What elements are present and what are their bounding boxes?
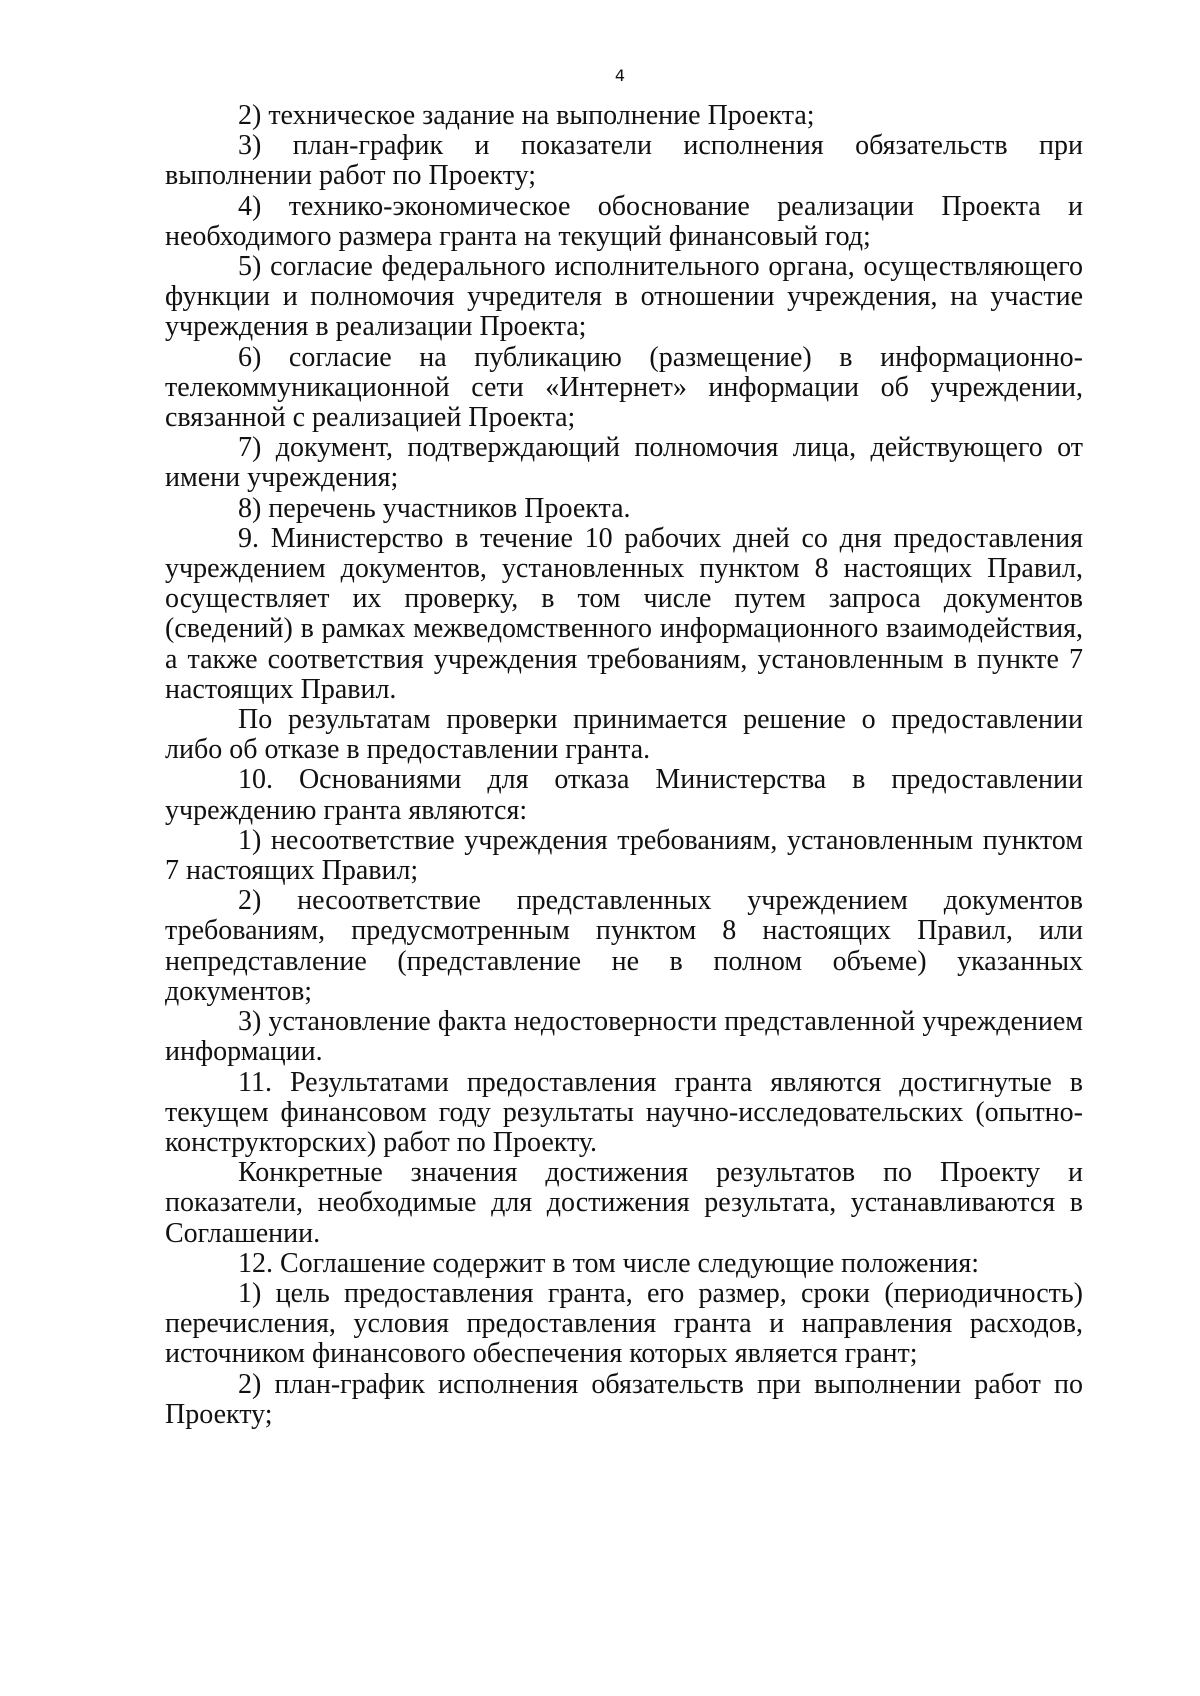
paragraph-clause-9-decision: По результатам проверки принимается решение о предоставлении либо об отказе в предоставлении гранта. (165, 704, 1083, 766)
paragraph-clause-9: 9. Министерство в течение 10 рабочих дней со дня предоставления учреждением документов, установленных пунктом 8 настоящих Правил, осуществляет их проверку, в том числе путем запроса документов (сведений) в рамках межведомственного информационного взаимодействия, а также соответствия учреждения требованиям, установленным в пункте 7 настоящих Правил. (165, 522, 1083, 705)
paragraph-item-7-authority-document: 7) документ, подтверждающий полномочия лица, действующего от имени учреждения; (165, 432, 1083, 494)
paragraph-item-5-founder-consent: 5) согласие федерального исполнительного органа, осуществляющего функции и полномочия учредителя в отношении учреждения, на участие учреждения в реализации Проекта; (165, 251, 1083, 343)
page-number: 4 (614, 66, 626, 85)
paragraph-clause-10-item-3: 3) установление факта недостоверности представленной учреждением информации. (165, 1006, 1083, 1068)
paragraph-item-8-participants-list: 8) перечень участников Проекта. (238, 492, 631, 524)
paragraph-clause-11-values: Конкретные значения достижения результатов по Проекту и показатели, необходимые для достижения результата, устанавливаются в Соглашении. (165, 1157, 1083, 1249)
paragraph-clause-11: 11. Результатами предоставления гранта являются достигнутые в текущем финансовом году результаты научно-исследовательских (опытно-конструкторских) работ по Проекту. (165, 1066, 1083, 1158)
paragraph-clause-12-item-1: 1) цель предоставления гранта, его размер, сроки (периодичность) перечисления, условия предоставления гранта и направления расходов, источником финансового обеспечения которых является грант; (165, 1277, 1083, 1370)
paragraph-clause-12-item-2: 2) план-график исполнения обязательств при выполнении работ по Проекту; (165, 1368, 1083, 1430)
paragraph-item-4-feasibility-study: 4) технико-экономическое обоснование реализации Проекта и необходимого размера гранта на текущий финансовый год; (165, 190, 1083, 252)
paragraph-clause-10-item-2: 2) несоответствие представленных учреждением документов требованиям, предусмотренным пунктом 8 настоящих Правил, или непредставление (представление не в полном объеме) указанных документов; (165, 885, 1083, 1007)
paragraph-item-2-technical-task: 2) техническое задание на выполнение Проекта; (238, 100, 815, 131)
paragraph-item-6-publication-consent: 6) согласие на публикацию (размещение) в информационно-телекоммуникационной сети «Интернет» информации об учреждении, связанной с реализацией Проекта; (165, 341, 1083, 434)
paragraph-item-3-schedule: 3) план-график и показатели исполнения обязательств при выполнении работ по Проекту; (165, 130, 1083, 192)
paragraph-clause-10: 10. Основаниями для отказа Министерства в предоставлении учреждению гранта являются: (165, 764, 1083, 826)
paragraph-clause-12: 12. Соглашение содержит в том числе следующие положения: (238, 1247, 980, 1279)
document-body (165, 101, 1083, 1430)
paragraph-clause-10-item-1: 1) несоответствие учреждения требованиям, установленным пунктом 7 настоящих Правил; (165, 824, 1083, 887)
